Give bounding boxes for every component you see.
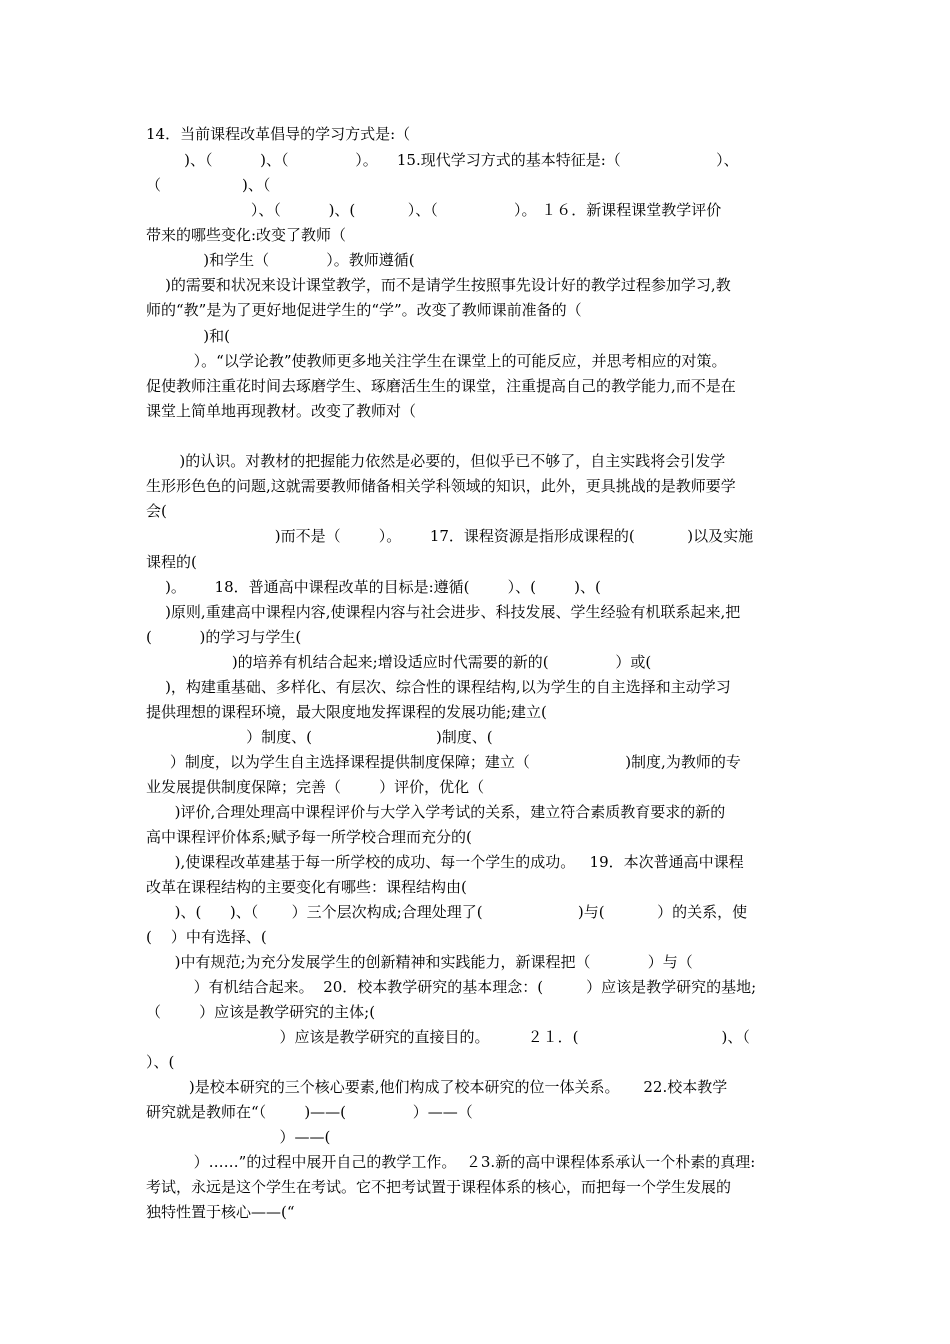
text-line: （ ）应该是教学研究的主体;( [146, 1003, 376, 1021]
text-line: 课程的( [146, 553, 197, 571]
text-line: 改革在课程结构的主要变化有哪些：课程结构由( [146, 878, 467, 896]
text-line: )中有规范;为充分发展学生的创新精神和实践能力，新课程把（ ）与（ [146, 953, 693, 971]
text-line: 师的“教”是为了更好地促进学生的“学”。改变了教师课前准备的（ [146, 301, 582, 319]
text-line: 促使教师注重花时间去琢磨学生、琢磨活生生的课堂，注重提高自己的教学能力,而不是在 [146, 377, 736, 395]
text-line: 带来的哪些变化:改变了教师（ [146, 226, 347, 244]
text-line: )、( )、（ ）三个层次构成;合理处理了( )与( ）的关系，使 [146, 903, 748, 921]
text-line: ）、（ )、( ）、（ ）。 １６．新课程课堂教学评价 [146, 201, 722, 219]
text-line: )，构建重基础、多样化、有层次、综合性的课程结构,以为学生的自主选择和主动学习 [146, 678, 731, 696]
text-line: )原则,重建高中课程内容,使课程内容与社会进步、科技发展、学生经验有机联系起来,把 [146, 603, 741, 621]
text-line: )的需要和状况来设计课堂教学，而不是请学生按照事先设计好的教学过程参加学习,教 [146, 276, 731, 294]
text-line: )而不是（ ）。 17．课程资源是指形成课程的( )以及实施 [146, 527, 754, 545]
text-line: ( ）中有选择、( [146, 928, 267, 946]
text-line: ）制度，以为学生自主选择课程提供制度保障；建立（ )制度,为教师的专 [146, 753, 741, 771]
text-line: 独特性置于核心——(“ [146, 1203, 295, 1221]
text-line: ( )的学习与学生( [146, 628, 302, 646]
text-line: )的认识。对教材的把握能力依然是必要的，但似乎已不够了，自主实践将会引发学 [146, 452, 726, 470]
text-line: 会( [146, 502, 167, 520]
text-line: ）制度、( )制度、( [146, 728, 493, 746]
text-line: ）——( [146, 1128, 331, 1146]
text-line: )是校本研究的三个核心要素,他们构成了校本研究的位一体关系。 22.校本教学 [146, 1078, 728, 1096]
text-line: 研究就是教师在“（ )——( ）——（ [146, 1103, 473, 1121]
text-line: )评价,合理处理高中课程评价与大学入学考试的关系，建立符合素质教育要求的新的 [146, 803, 726, 821]
text-line: )和学生（ ）。教师遵循( [146, 251, 415, 269]
text-line: )。 18．普通高中课程改革的目标是:遵循( ）、( )、( [146, 578, 601, 596]
text-line: ）有机结合起来。 20．校本教学研究的基本理念：( ）应该是教学研究的基地; [146, 978, 757, 996]
text-line: ）、( [146, 1053, 175, 1071]
text-line: 提供理想的课程环境，最大限度地发挥课程的发展功能;建立( [146, 703, 547, 721]
text-line: 考试，永远是这个学生在考试。它不把考试置于课程体系的核心，而把每一个学生发展的 [146, 1178, 732, 1196]
text-line: 14．当前课程改革倡导的学习方式是:（ [146, 125, 411, 143]
text-line: ),使课程改革建基于每一所学校的成功、每一个学生的成功。 19．本次普通高中课程 [146, 853, 744, 871]
text-line: )、（ )、（ ）。 15.现代学习方式的基本特征是:（ ）、 [146, 151, 739, 169]
text-line: 高中课程评价体系;赋予每一所学校合理而充分的( [146, 828, 472, 846]
text-line: ）。“以学论教”使教师更多地关注学生在课堂上的可能反应，并思考相应的对策。 [146, 352, 727, 370]
text-line: （ )、（ [146, 176, 271, 194]
text-line: ）应该是教学研究的直接目的。 ２１．( )、（ [146, 1028, 750, 1046]
text-line: )和( [146, 327, 230, 345]
text-line: 业发展提供制度保障；完善（ ）评价，优化（ [146, 778, 485, 796]
text-line: )的培养有机结合起来;增设适应时代需要的新的( ）或( [146, 653, 652, 671]
text-line: ）……”的过程中展开自己的教学工作。 ２3.新的高中课程体系承认一个朴素的真理: [146, 1153, 756, 1171]
text-line: 生形形色色的问题,这就需要教师储备相关学科领域的知识，此外，更具挑战的是教师要学 [146, 477, 736, 495]
text-line: 课堂上简单地再现教材。改变了教师对（ [146, 402, 417, 420]
